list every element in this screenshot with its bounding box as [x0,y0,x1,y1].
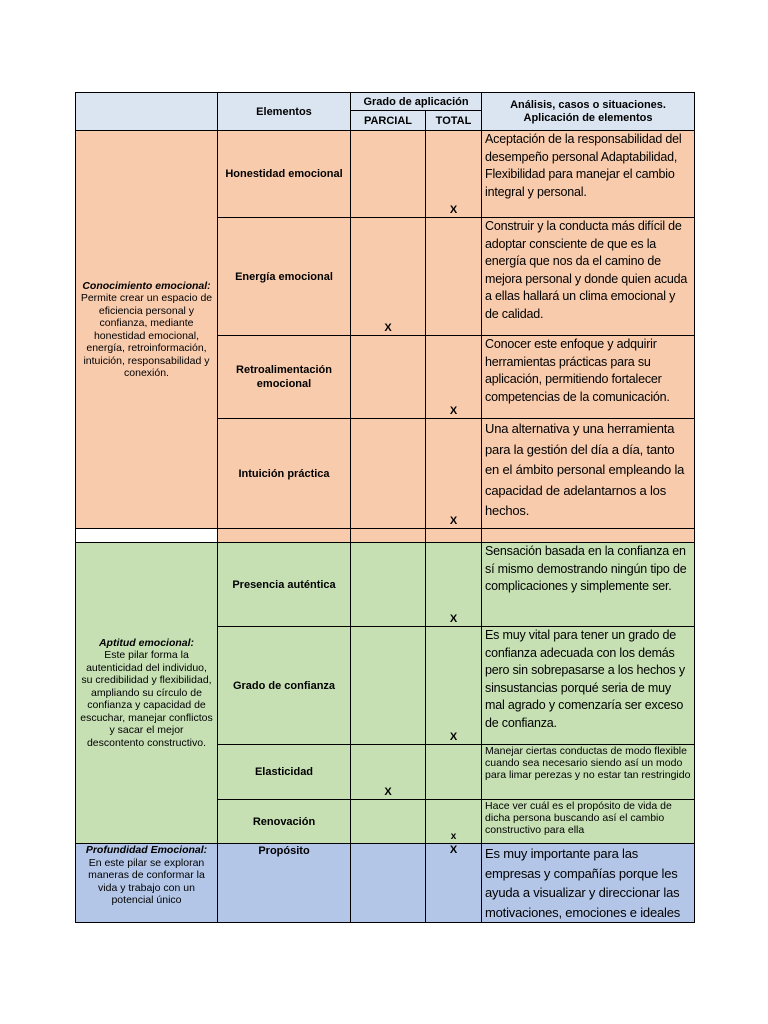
pillar-aptitud-emocional [76,543,218,844]
parcial-mark [351,131,426,218]
element-elasticidad: Elasticidad [218,745,351,800]
spacer-cell [218,529,351,543]
parcial-mark [351,800,426,844]
header-parcial: PARCIAL [351,111,426,131]
analysis-text: Sensación basada en la confianza en sí mismo demostrando ningún tipo de complicaciones y simplemente ser. [482,543,695,627]
element-proposito: Propósito [218,844,351,923]
total-mark: X [426,419,482,529]
analysis-text: Una alternativa y una herramienta para la gestión del día a día, tanto en el ámbito personal empleando la capacidad de adelantarnos a los hechos. [482,419,695,529]
total-mark: X [426,627,482,745]
pillar-description: Este pilar forma la autenticidad del individuo, su credibilidad y flexibilidad, ampliando su círculo de confianza y capacidad de escuchar, manejar conflictos y sacar el mejor descontento constructivo. [80,649,213,749]
analysis-text: Es muy importante para las empresas y compañías porque les ayuda a visualizar y direccionar las motivaciones, emociones e ideales [482,844,695,923]
pillar-description: Permite crear un espacio de eficiencia personal y confianza, mediante honestidad emocional, energía, retroinformación, intuición, responsabilidad y conexión. [80,292,213,379]
header-grado-aplicacion: Grado de aplicación [351,93,482,111]
pillar-conocimiento-emocional [76,131,218,529]
emotional-intelligence-table [75,92,695,923]
spacer-cell [351,529,426,543]
pillar-profundidad-emocional [76,844,218,923]
spacer-cell [426,529,482,543]
pillar-description: En este pilar se exploran maneras de conformar la vida y trabajo con un potencial único [88,856,205,906]
header-blank [76,93,218,131]
element-honestidad-emocional: Honestidad emocional [218,131,351,218]
pillar-title: Conocimiento emocional: [82,279,211,292]
element-energia-emocional: Energía emocional [218,218,351,336]
analysis-text: Aceptación de la responsabilidad del desempeño personal Adaptabilidad, Flexibilidad para manejar el cambio integral y personal. [482,131,695,218]
analysis-text: Manejar ciertas conductas de modo flexible cuando sea necesario siendo así un modo para limar perezas y no estar tan restringido [482,745,695,800]
spacer-cell [482,529,695,543]
spacer-cell [76,529,218,543]
parcial-mark [351,543,426,627]
analysis-text: Construir y la conducta más difícil de adoptar consciente de que es la energía que nos da el camino de mejora personal y donde quien acuda a ellas hallará un clima emocional y de calidad. [482,218,695,336]
analysis-text: Conocer este enfoque y adquirir herramientas prácticas para su aplicación, permitiendo fortalecer competencias de la comunicación. [482,336,695,419]
header-analisis [482,93,695,131]
element-grado-de-confianza: Grado de confianza [218,627,351,745]
parcial-mark [351,844,426,923]
header-analisis-line2: Aplicación de elementos [523,111,653,124]
total-mark: X [426,543,482,627]
element-renovacion: Renovación [218,800,351,844]
parcial-mark [351,419,426,529]
analysis-text: Hace ver cuál es el propósito de vida de dicha persona buscando así el cambio constructivo para ella [482,800,695,844]
total-mark: x [426,800,482,844]
parcial-mark [351,627,426,745]
parcial-mark: X [351,745,426,800]
element-intuicion-practica: Intuición práctica [218,419,351,529]
pillar-title: Aptitud emocional: [98,636,195,649]
parcial-mark [351,336,426,419]
header-total: TOTAL [426,111,482,131]
total-mark [426,745,482,800]
total-mark: X [426,336,482,419]
header-elementos: Elementos [218,93,351,131]
analysis-text: Es muy vital para tener un grado de confianza adecuada con los demás pero sin sobrepasarse a los hechos y sinsustancias porqué seria de muy mal agrado y comenzaría ser exceso de confianza. [482,627,695,745]
pillar-title: Profundidad Emocional: [85,844,208,856]
header-analisis-line1: Análisis, casos o situaciones. [510,98,666,111]
total-mark: X [426,131,482,218]
total-mark [426,218,482,336]
element-presencia-autentica: Presencia auténtica [218,543,351,627]
parcial-mark: X [351,218,426,336]
total-mark: X [426,844,482,923]
element-retroalimentacion-emocional: Retroalimentación emocional [218,336,351,419]
